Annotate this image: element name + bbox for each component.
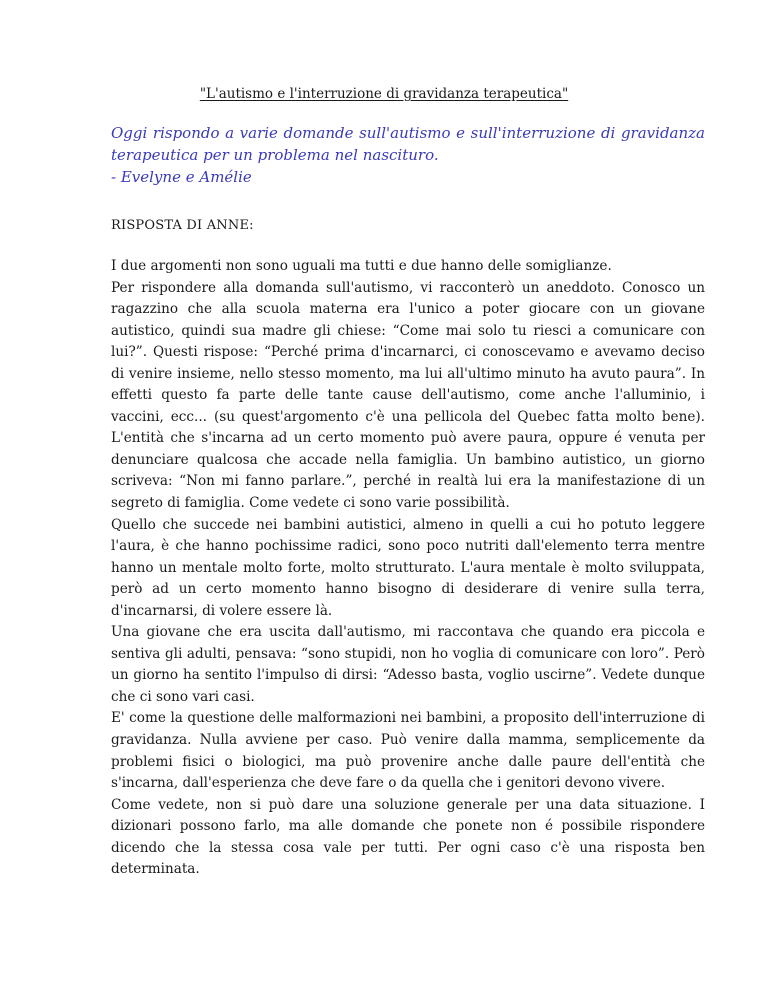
answer-heading: RISPOSTA DI ANNE:	[111, 218, 254, 233]
body-paragraph: E' come la questione delle malformazioni nei bambini, a proposito dell'interruzione di gravidanza. Nulla avviene per caso. Può venire dalla mamma, semplicemente da problemi fisici o biologici, ma può provenire anche dalle paure dell'entità che s'incarna, dall'esperienza che deve fare o da quella che i genitori devono vivere.	[111, 710, 705, 792]
intro-signature: - Evelyne e Amélie	[111, 168, 252, 186]
intro-question: Oggi rispondo a varie domande sull'autismo e sull'interruzione di gravidanza terapeutica per un problema nel nascituro.	[111, 124, 705, 164]
body-paragraph: Quello che succede nei bambini autistici, almeno in quelli a cui ho potuto leggere l'aura, è che hanno pochissime radici, sono poco nutriti dall'elemento terra mentre hanno un mentale molto forte, molto strutturato. L'aura mentale è molto sviluppata, però ad un certo momento hanno bisogno di desiderare di venire sulla terra, d'incarnarsi, di volere essere là.	[111, 516, 705, 619]
document-title: "L'autismo e l'interruzione di gravidanza terapeutica"	[199, 86, 569, 102]
intro-block	[111, 122, 705, 188]
body-paragraph: Una giovane che era uscita dall'autismo, mi raccontava che quando era piccola e sentiva gli adulti, pensava: “sono stupidi, non ho voglia di comunicare con loro”. Però un giorno ha sentito l'impulso di dirsi: “Adesso basta, voglio uscirne”. Vedete dunque che ci sono vari casi.	[111, 624, 705, 705]
answer-body	[111, 256, 705, 881]
body-paragraph: I due argomenti non sono uguali ma tutti e due hanno delle somiglianze.	[111, 258, 612, 274]
body-paragraph: Come vedete, non si può dare una soluzione generale per una data situazione. I dizionari possono farlo, ma alle domande che ponete non é possibile rispondere dicendo che la stessa cosa vale per tutti. Per ogni caso c'è una risposta ben determinata.	[111, 796, 705, 878]
body-paragraph: Per rispondere alla domanda sull'autismo, vi racconterò un aneddoto. Conosco un ragazzino che alla scuola materna era l'unico a poter giocare con un giovane autistico, quindi sua madre gli chiese: “Come mai solo tu riesci a comunicare con lui?”. Questi rispose: “Perché prima d'incarnarci, ci conoscevamo e avevamo deciso di venire insieme, nello stesso momento, ma lui all'ultimo minuto ha avuto paura”. In effetti questo fa parte delle tante cause dell'autismo, come anche l'alluminio, i vaccini, ecc... (su quest'argomento c'è una pellicola del Quebec fatta molto bene). L'entità che s'incarna ad un certo momento può avere paura, oppure é venuta per denunciare qualcosa che accade nella famiglia. Un bambino autistico, un giorno scriveva: “Non mi fanno parlare.”, perché in realtà lui era la manifestazione di un segreto di famiglia. Come vedete ci sono varie possibilità.	[111, 279, 705, 512]
